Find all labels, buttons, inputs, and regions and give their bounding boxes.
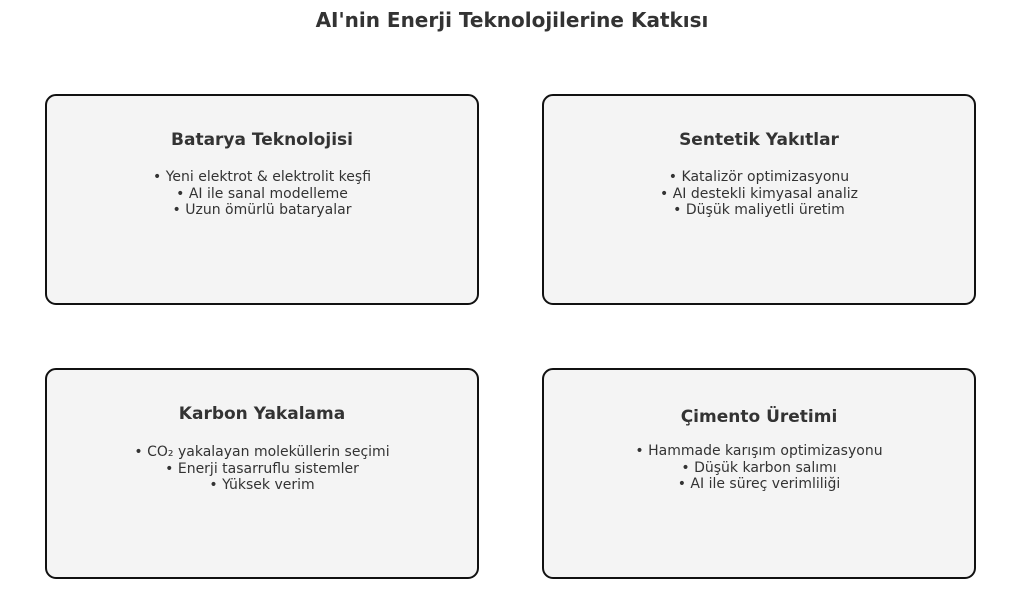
card-title: Karbon Yakalama [178, 404, 346, 424]
card-title: Sentetik Yakıtlar [679, 130, 839, 150]
list-item: • AI destekli kimyasal analiz [544, 186, 974, 203]
list-item: • Katalizör optimizasyonu [544, 169, 974, 186]
card-batarya-teknolojisi [45, 94, 479, 305]
card-title: Batarya Teknolojisi [171, 130, 353, 150]
list-item: • AI ile sanal modelleme [47, 186, 477, 203]
list-item: • AI ile süreç verimliliği [544, 476, 974, 493]
list-item: • Hammade karışım optimizasyonu [544, 443, 974, 460]
card-title: Çimento Üretimi [680, 407, 838, 427]
card-bullet-list [47, 444, 477, 494]
list-item: • Düşük karbon salımı [544, 460, 974, 477]
card-sentetik-yakitlar [542, 94, 976, 305]
list-item: • Yüksek verim [47, 477, 477, 494]
list-item: • Yeni elektrot & elektrolit keşfi [47, 169, 477, 186]
list-item: • CO₂ yakalayan moleküllerin seçimi [47, 444, 477, 461]
list-item: • Uzun ömürlü bataryalar [47, 202, 477, 219]
list-item: • Düşük maliyetli üretim [544, 202, 974, 219]
list-item: • Enerji tasarruflu sistemler [47, 461, 477, 478]
card-karbon-yakalama [45, 368, 479, 579]
card-cimento-uretimi [542, 368, 976, 579]
card-bullet-list [544, 169, 974, 219]
card-bullet-list [47, 169, 477, 219]
page-title: AI'nin Enerji Teknolojilerine Katkısı [315, 8, 709, 32]
card-bullet-list [544, 443, 974, 493]
